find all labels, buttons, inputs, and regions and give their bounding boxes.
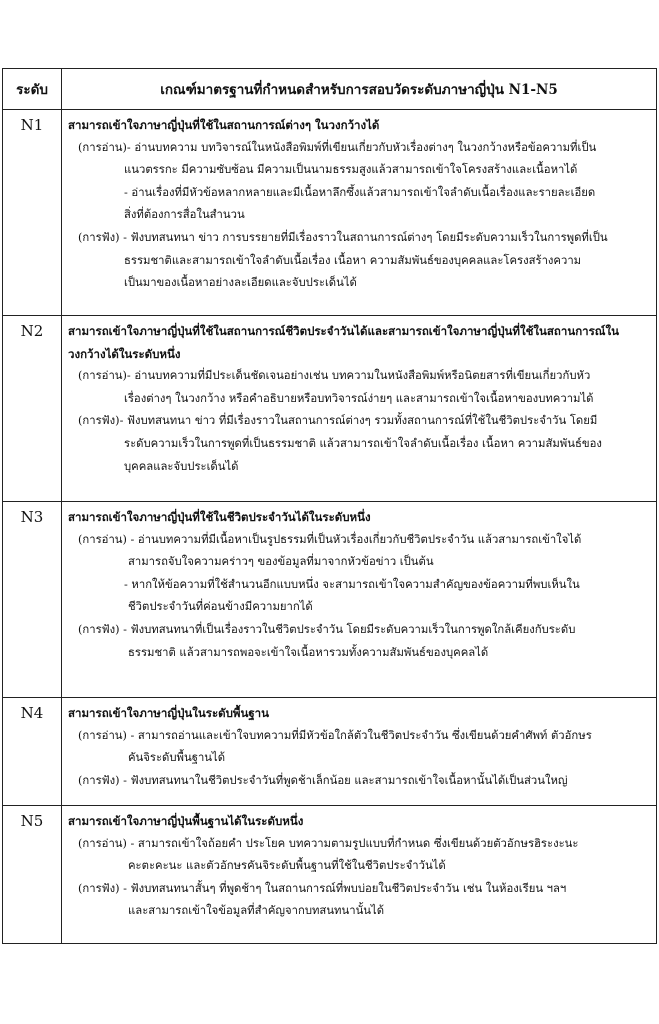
criteria-line: คะตะคะนะ และตัวอักษรคันจิระดับพื้นฐานที่ใช้ในชีวิตประจำวันได้	[128, 859, 446, 873]
criteria-line: (การอ่าน)- อ่านบทความ บทวิจารณ์ในหนังสือพิมพ์ที่เขียนเกี่ยวกับหัวเรื่องต่างๆ ในวงกว้างหรือข้อความที่เป็น	[78, 140, 597, 154]
table-row	[3, 502, 657, 698]
criteria-line: เป็นมาของเนื้อหาอย่างละเอียดและจับประเด็นได้	[124, 276, 357, 290]
level-cell: N5	[3, 806, 62, 944]
level-summary: สามารถเข้าใจภาษาญี่ปุ่นในระดับพื้นฐาน	[68, 706, 269, 720]
level-cell: N1	[3, 110, 62, 316]
criteria-line: (การฟัง)- ฟังบทสนทนา ข่าว ที่มีเรื่องราวในสถานการณ์ต่างๆ รวมทั้งสถานการณ์ที่ใช้ในชีวิตประจำวัน โดยมี	[78, 414, 598, 428]
table-row	[3, 698, 657, 806]
level-cell: N2	[3, 316, 62, 502]
level-summary: สามารถเข้าใจภาษาญี่ปุ่นที่ใช้ในชีวิตประจำวันได้ในระดับหนึ่ง	[68, 510, 371, 524]
criteria-line: (การฟัง) - ฟังบทสนทนาในชีวิตประจำวันที่พูดช้าเล็กน้อย และสามารถเข้าใจเนื้อหานั้นได้เป็นส่วนใหญ่	[78, 773, 568, 787]
level-summary-continued: วงกว้างได้ในระดับหนึ่ง	[68, 346, 181, 361]
criteria-line: แนวตรรกะ มีความซับซ้อน มีความเป็นนามธรรมสูงแล้วสามารถเข้าใจโครงสร้างและเนื้อหาได้	[124, 163, 578, 177]
criteria-line: ชีวิตประจำวันที่ค่อนข้างมีความยากได้	[128, 600, 313, 614]
criteria-line: เรื่องต่างๆ ในวงกว้าง หรือคำอธิบายหรือบทวิจารณ์ง่ายๆ และสามารถเข้าใจเนื้อหาของบทความได้	[124, 391, 594, 405]
criteria-line: (การฟัง) - ฟังบทสนทนาที่เป็นเรื่องราวในชีวิตประจำวัน โดยมีระดับความเร็วในการพูดใกล้เคียงกับระดับ	[78, 622, 576, 636]
table-row	[3, 806, 657, 944]
table-row	[3, 316, 657, 502]
criteria-line: (การอ่าน) - สามารถอ่านและเข้าใจบทความที่มีหัวข้อใกล้ตัวในชีวิตประจำวัน ซึ่งเขียนด้วยคำศัพท์ ตัวอักษร	[78, 728, 592, 742]
header-criteria: เกณฑ์มาตรฐานที่กำหนดสำหรับการสอบวัดระดับภาษาญี่ปุ่น N1-N5	[62, 69, 657, 110]
criteria-line: - หากให้ข้อความที่ใช้สำนวนอีกแบบหนึ่ง จะสามารถเข้าใจความสำคัญของข้อความที่พบเห็นใน	[124, 577, 580, 591]
criteria-line: สิ่งที่ต้องการสื่อในสำนวน	[124, 208, 245, 222]
header-level: ระดับ	[3, 69, 62, 110]
criteria-cell	[62, 806, 657, 944]
criteria-line: ธรรมชาติ แล้วสามารถพอจะเข้าใจเนื้อหารวมทั้งความสัมพันธ์ของบุคคลได้	[128, 645, 489, 659]
criteria-cell	[62, 698, 657, 806]
table-header-row	[3, 69, 657, 110]
criteria-line: สามารถจับใจความคร่าวๆ ของข้อมูลที่มาจากหัวข้อข่าว เป็นต้น	[128, 555, 434, 569]
criteria-line: บุคคลและจับประเด็นได้	[124, 459, 239, 473]
level-summary: สามารถเข้าใจภาษาญี่ปุ่นที่ใช้ในสถานการณ์ชีวิตประจำวันได้และสามารถเข้าใจภาษาญี่ปุ่นที่ใช้ในสถานการณ์ใน	[68, 324, 619, 338]
criteria-cell	[62, 502, 657, 698]
criteria-line: คันจิระดับพื้นฐานได้	[128, 751, 226, 765]
criteria-line: และสามารถเข้าใจข้อมูลที่สำคัญจากบทสนทนานั้นได้	[128, 904, 385, 918]
level-cell: N4	[3, 698, 62, 806]
level-summary: สามารถเข้าใจภาษาญี่ปุ่นที่ใช้ในสถานการณ์ต่างๆ ในวงกว้างได้	[68, 118, 380, 132]
table-row	[3, 110, 657, 316]
criteria-cell	[62, 110, 657, 316]
criteria-line: ธรรมชาติและสามารถเข้าใจลำดับเนื้อเรื่อง เนื้อหา ความสัมพันธ์ของบุคคลและโครงสร้างความ	[124, 253, 582, 267]
level-summary: สามารถเข้าใจภาษาญี่ปุ่นพื้นฐานได้ในระดับหนึ่ง	[68, 814, 304, 828]
criteria-line: (การอ่าน) - อ่านบทความที่มีเนื้อหาเป็นรูปธรรมที่เป็นหัวเรื่องเกี่ยวกับชีวิตประจำวัน แล้วสามารถเข้าใจได้	[78, 532, 582, 546]
criteria-line: (การอ่าน) - สามารถเข้าใจถ้อยคำ ประโยค บทความตามรูปแบบที่กำหนด ซึ่งเขียนด้วยตัวอักษรฮิระงะนะ	[78, 836, 579, 850]
criteria-line: ระดับความเร็วในการพูดที่เป็นธรรมชาติ แล้วสามารถเข้าใจลำดับเนื้อเรื่อง เนื้อหา ความสัมพันธ์ของ	[124, 436, 602, 450]
criteria-line: (การฟัง) - ฟังบทสนทนาสั้นๆ ที่พูดช้าๆ ในสถานการณ์ที่พบบ่อยในชีวิตประจำวัน เช่น ในห้องเรียน ฯลฯ	[78, 881, 567, 895]
criteria-cell	[62, 316, 657, 502]
criteria-line: - อ่านเรื่องที่มีหัวข้อหลากหลายและมีเนื้อหาลึกซึ้งแล้วสามารถเข้าใจลำดับเนื้อเรื่องและรายละเอียด	[124, 185, 596, 199]
jlpt-levels-table	[2, 68, 657, 944]
level-cell: N3	[3, 502, 62, 698]
criteria-line: (การฟัง) - ฟังบทสนทนา ข่าว การบรรยายที่มีเรื่องราวในสถานการณ์ต่างๆ โดยมีระดับความเร็วในการพูดที่เป็น	[78, 230, 608, 244]
criteria-line: (การอ่าน)- อ่านบทความที่มีประเด็นชัดเจนอย่างเช่น บทความในหนังสือพิมพ์หรือนิตยสารที่เขียนเกี่ยวกับหัว	[78, 369, 591, 383]
